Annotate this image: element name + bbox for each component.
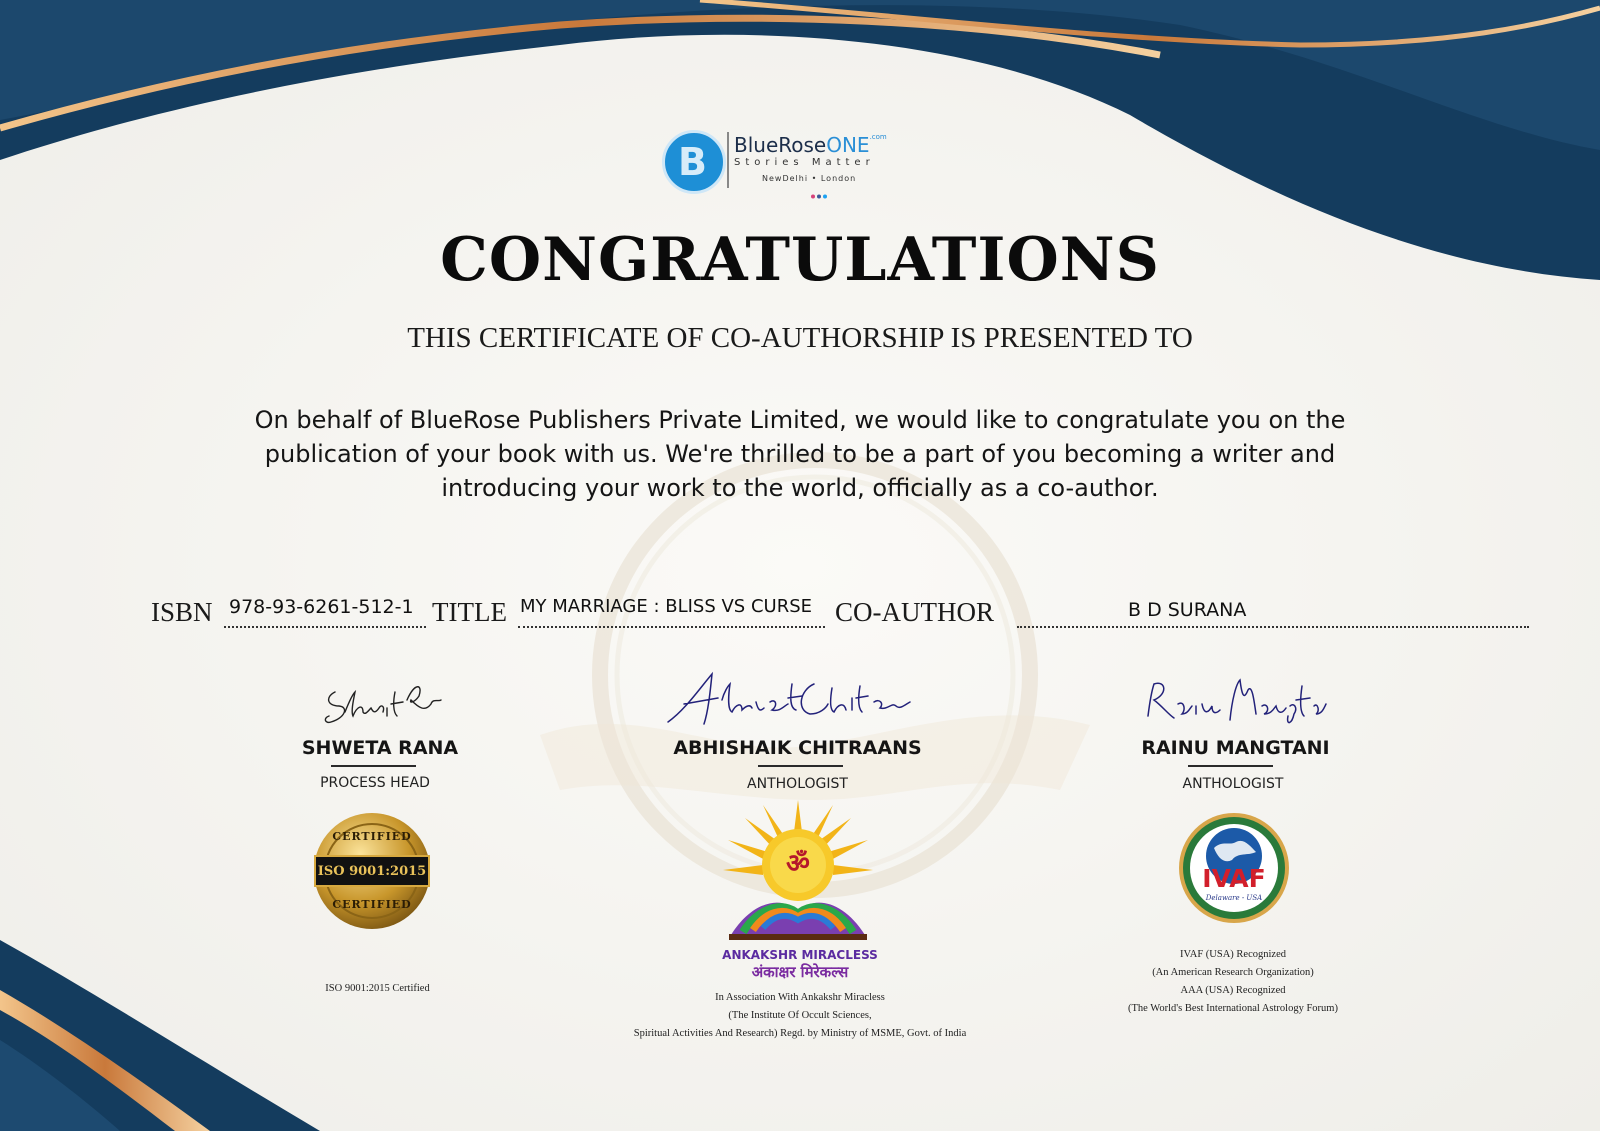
- signature-abhishaik-chitraans: [660, 666, 915, 738]
- logo-divider: [727, 132, 729, 188]
- title-label: TITLE: [432, 597, 507, 627]
- signatory-3-name: RAINU MANGTANI: [1141, 737, 1330, 759]
- signatory-1-name: SHWETA RANA: [301, 737, 459, 759]
- ivaf-caption-line-3: AAA (USA) Recognized: [1180, 985, 1286, 996]
- signature-shweta-rana: [315, 672, 445, 734]
- isbn-label: ISBN: [151, 597, 213, 627]
- social-icons: [810, 186, 830, 191]
- ivaf-caption-line-4: (The World's Best International Astrology Forum): [1128, 1003, 1338, 1014]
- certificate-subtitle: THIS CERTIFICATE OF CO-AUTHORSHIP IS PRESENTED TO: [407, 322, 1193, 354]
- signatory-2-name: ABHISHAIK CHITRAANS: [673, 737, 922, 759]
- signature-rainu-mangtani: [1138, 670, 1328, 732]
- ivaf-caption-line-1: IVAF (USA) Recognized: [1180, 949, 1286, 960]
- logo-locations: NewDelhi • London: [762, 174, 857, 183]
- svg-text:ॐ: ॐ: [786, 849, 810, 879]
- title-value: MY MARRIAGE : BLISS VS CURSE: [520, 596, 813, 617]
- bluerose-logo-icon: B: [662, 130, 726, 194]
- iso-seal-bottom: CERTIFIED: [332, 898, 412, 911]
- ankakshr-name-hi: अंकाक्षर मिरेकल्स: [751, 963, 849, 981]
- logo-brand-suffix: ONE: [826, 133, 870, 157]
- ankakshr-caption-line-2: (The Institute Of Occult Sciences,: [728, 1010, 872, 1021]
- isbn-value: 978-93-6261-512-1: [229, 596, 414, 618]
- signatory-1-role: PROCESS HEAD: [320, 775, 430, 791]
- coauthor-label: CO-AUTHOR: [835, 597, 994, 627]
- ankakshr-caption-line-1: In Association With Ankakshr Miracless: [715, 992, 885, 1003]
- ivaf-caption-line-2: (An American Research Organization): [1152, 967, 1314, 978]
- logo-tagline: Stories Matter: [734, 157, 875, 168]
- ankakshr-caption: [560, 989, 1040, 1043]
- logo-brand-com: .com: [869, 133, 887, 141]
- logo-wordmark: [734, 133, 887, 157]
- ivaf-mark: IVAF: [1202, 864, 1266, 893]
- iso-seal-text: ISO 9001:2015: [317, 864, 427, 879]
- ivaf-sub: Delaware - USA: [1205, 894, 1263, 902]
- iso-certified-seal: [313, 812, 431, 930]
- ankakshr-caption-line-3: Spiritual Activities And Research) Regd. by Ministry of MSME, Govt. of India: [633, 1028, 967, 1039]
- title-dots: [518, 626, 825, 628]
- signatory-2-role: ANTHOLOGIST: [747, 776, 848, 792]
- signatory-3-role: ANTHOLOGIST: [1182, 776, 1284, 792]
- certificate-body: On behalf of BlueRose Publishers Private Limited, we would like to congratulate you on the publication of your book with us. We're thrilled to be a part of you becoming a writer and introducing your work to the world, officially as a co-author.: [254, 406, 1346, 502]
- signatory-1-rule: [331, 765, 416, 767]
- isbn-dots: [224, 626, 426, 628]
- coauthor-dots: [1017, 626, 1529, 628]
- ivaf-caption: [1088, 946, 1378, 1018]
- iso-seal-top: CERTIFIED: [332, 830, 412, 843]
- coauthor-value: B D SURANA: [1128, 599, 1247, 621]
- signatory-3-rule: [1188, 765, 1273, 767]
- ankakshr-name-en: ANKAKSHR MIRACLESS: [722, 948, 878, 962]
- logo-brand: BlueRose: [734, 133, 827, 157]
- ankakshr-miracless-logo: [723, 800, 873, 950]
- page-title: CONGRATULATIONS: [440, 225, 1160, 295]
- signatory-2-rule: [758, 765, 843, 767]
- ivaf-logo: [1178, 812, 1290, 924]
- iso-caption: ISO 9001:2015 Certified: [325, 983, 430, 994]
